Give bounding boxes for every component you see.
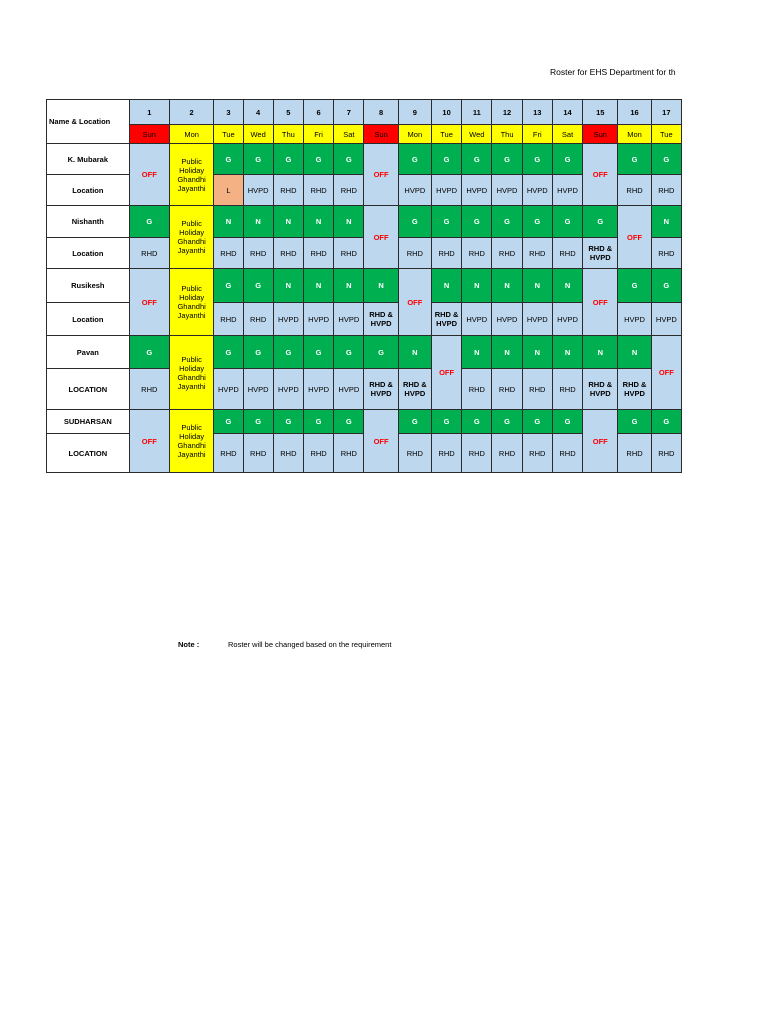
shift-cell: N bbox=[552, 336, 582, 369]
shift-cell: G bbox=[462, 410, 492, 434]
location-cell: RHD bbox=[618, 434, 651, 473]
location-cell: RHD bbox=[462, 434, 492, 473]
shift-cell: G bbox=[273, 144, 303, 175]
date-cell: 8 bbox=[364, 100, 398, 125]
shift-cell: G bbox=[492, 410, 522, 434]
location-label: Location bbox=[47, 175, 130, 206]
shift-cell: G bbox=[334, 144, 364, 175]
day-cell: Tue bbox=[651, 125, 681, 144]
location-cell: HVPD bbox=[618, 303, 651, 336]
location-cell: RHD bbox=[618, 175, 651, 206]
location-cell: HVPD bbox=[492, 303, 522, 336]
shift-cell: G bbox=[334, 410, 364, 434]
shift-cell: G bbox=[303, 144, 333, 175]
roster-table bbox=[46, 99, 682, 473]
date-cell: 2 bbox=[169, 100, 213, 125]
location-cell: L bbox=[214, 175, 243, 206]
employee-name: Pavan bbox=[47, 336, 130, 369]
location-cell: RHD bbox=[243, 238, 273, 269]
date-cell: 5 bbox=[273, 100, 303, 125]
shift-cell: G bbox=[398, 206, 431, 238]
location-cell: RHD bbox=[522, 369, 552, 410]
shift-cell: N bbox=[303, 206, 333, 238]
location-cell: RHD bbox=[552, 434, 582, 473]
off-cell: OFF bbox=[129, 144, 169, 206]
location-cell: RHD bbox=[334, 175, 364, 206]
location-cell: HVPD bbox=[431, 175, 461, 206]
shift-cell: G bbox=[398, 410, 431, 434]
location-cell: RHD bbox=[243, 303, 273, 336]
employee-name: Nishanth bbox=[47, 206, 130, 238]
off-cell: OFF bbox=[618, 206, 651, 269]
location-cell: RHD bbox=[303, 175, 333, 206]
shift-cell: N bbox=[273, 269, 303, 303]
shift-cell: G bbox=[243, 410, 273, 434]
location-cell: RHD bbox=[273, 434, 303, 473]
location-cell: HVPD bbox=[243, 369, 273, 410]
off-cell: OFF bbox=[129, 269, 169, 336]
day-cell: Tue bbox=[431, 125, 461, 144]
note-label: Note : bbox=[178, 640, 200, 649]
location-cell: RHD & HVPD bbox=[583, 238, 618, 269]
off-cell: OFF bbox=[364, 144, 398, 206]
shift-cell: N bbox=[492, 336, 522, 369]
location-cell: HVPD bbox=[214, 369, 243, 410]
shift-cell: G bbox=[334, 336, 364, 369]
shift-cell: G bbox=[214, 144, 243, 175]
shift-cell: N bbox=[522, 269, 552, 303]
shift-cell: G bbox=[431, 410, 461, 434]
shift-cell: G bbox=[651, 269, 681, 303]
date-cell: 15 bbox=[583, 100, 618, 125]
shift-cell: G bbox=[273, 336, 303, 369]
shift-cell: N bbox=[364, 269, 398, 303]
location-cell: RHD & HVPD bbox=[398, 369, 431, 410]
location-cell: HVPD bbox=[462, 175, 492, 206]
employee-name: Rusikesh bbox=[47, 269, 130, 303]
location-cell: HVPD bbox=[651, 303, 681, 336]
location-cell: HVPD bbox=[462, 303, 492, 336]
shift-cell: N bbox=[462, 269, 492, 303]
location-cell: RHD bbox=[129, 369, 169, 410]
day-cell: Mon bbox=[618, 125, 651, 144]
day-cell: Fri bbox=[303, 125, 333, 144]
location-cell: RHD bbox=[334, 238, 364, 269]
date-cell: 7 bbox=[334, 100, 364, 125]
date-cell: 9 bbox=[398, 100, 431, 125]
location-cell: RHD bbox=[129, 238, 169, 269]
shift-cell: N bbox=[431, 269, 461, 303]
table-row bbox=[47, 410, 682, 434]
day-header-row bbox=[47, 125, 682, 144]
date-header-row bbox=[47, 100, 682, 125]
location-cell: RHD bbox=[214, 434, 243, 473]
date-cell: 6 bbox=[303, 100, 333, 125]
day-cell: Sun bbox=[364, 125, 398, 144]
shift-cell: G bbox=[522, 410, 552, 434]
name-location-header: Name & Location bbox=[47, 100, 130, 144]
shift-cell: N bbox=[303, 269, 333, 303]
location-cell: RHD bbox=[273, 175, 303, 206]
date-cell: 11 bbox=[462, 100, 492, 125]
off-cell: OFF bbox=[364, 206, 398, 269]
location-cell: RHD & HVPD bbox=[618, 369, 651, 410]
shift-cell: G bbox=[214, 410, 243, 434]
location-cell: RHD bbox=[651, 434, 681, 473]
shift-cell: G bbox=[462, 206, 492, 238]
shift-cell: G bbox=[618, 269, 651, 303]
location-cell: RHD & HVPD bbox=[431, 303, 461, 336]
location-cell: RHD bbox=[214, 238, 243, 269]
day-cell: Thu bbox=[492, 125, 522, 144]
location-cell: HVPD bbox=[552, 175, 582, 206]
shift-cell: G bbox=[462, 144, 492, 175]
date-cell: 16 bbox=[618, 100, 651, 125]
location-cell: RHD bbox=[492, 238, 522, 269]
off-cell: OFF bbox=[398, 269, 431, 336]
location-cell: RHD bbox=[492, 434, 522, 473]
off-cell: OFF bbox=[651, 336, 681, 410]
shift-cell: N bbox=[243, 206, 273, 238]
date-cell: 3 bbox=[214, 100, 243, 125]
location-cell: RHD bbox=[552, 238, 582, 269]
shift-cell: G bbox=[273, 410, 303, 434]
shift-cell: G bbox=[492, 206, 522, 238]
day-cell: Mon bbox=[169, 125, 213, 144]
location-cell: RHD bbox=[214, 303, 243, 336]
location-cell: RHD & HVPD bbox=[364, 369, 398, 410]
day-cell: Thu bbox=[273, 125, 303, 144]
holiday-cell: Public Holiday Ghandhi Jayanthi bbox=[169, 336, 213, 410]
shift-cell: G bbox=[214, 336, 243, 369]
location-cell: HVPD bbox=[334, 303, 364, 336]
shift-cell: N bbox=[651, 206, 681, 238]
location-cell: RHD & HVPD bbox=[583, 369, 618, 410]
holiday-cell: Public Holiday Ghandhi Jayanthi bbox=[169, 410, 213, 473]
date-cell: 12 bbox=[492, 100, 522, 125]
shift-cell: G bbox=[243, 144, 273, 175]
location-cell: RHD bbox=[462, 369, 492, 410]
shift-cell: N bbox=[583, 336, 618, 369]
location-cell: RHD bbox=[398, 238, 431, 269]
shift-cell: G bbox=[431, 206, 461, 238]
shift-cell: N bbox=[462, 336, 492, 369]
holiday-cell: Public Holiday Ghandhi Jayanthi bbox=[169, 269, 213, 336]
location-cell: HVPD bbox=[273, 369, 303, 410]
off-cell: OFF bbox=[364, 410, 398, 473]
table-row bbox=[47, 369, 682, 410]
shift-cell: G bbox=[243, 269, 273, 303]
day-cell: Sat bbox=[334, 125, 364, 144]
shift-cell: N bbox=[334, 269, 364, 303]
shift-cell: N bbox=[273, 206, 303, 238]
off-cell: OFF bbox=[583, 269, 618, 336]
shift-cell: G bbox=[651, 410, 681, 434]
day-cell: Sat bbox=[552, 125, 582, 144]
location-cell: HVPD bbox=[398, 175, 431, 206]
shift-cell: G bbox=[364, 336, 398, 369]
shift-cell: G bbox=[618, 144, 651, 175]
location-cell: HVPD bbox=[303, 303, 333, 336]
location-cell: RHD bbox=[431, 238, 461, 269]
off-cell: OFF bbox=[431, 336, 461, 410]
shift-cell: G bbox=[552, 410, 582, 434]
shift-cell: G bbox=[214, 269, 243, 303]
shift-cell: G bbox=[431, 144, 461, 175]
shift-cell: G bbox=[303, 410, 333, 434]
shift-cell: G bbox=[522, 144, 552, 175]
day-cell: Fri bbox=[522, 125, 552, 144]
shift-cell: G bbox=[552, 144, 582, 175]
table-row bbox=[47, 336, 682, 369]
date-cell: 14 bbox=[552, 100, 582, 125]
location-label: Location bbox=[47, 303, 130, 336]
location-cell: HVPD bbox=[273, 303, 303, 336]
day-cell: Sun bbox=[129, 125, 169, 144]
date-cell: 13 bbox=[522, 100, 552, 125]
employee-name: K. Mubarak bbox=[47, 144, 130, 175]
date-cell: 10 bbox=[431, 100, 461, 125]
shift-cell: G bbox=[492, 144, 522, 175]
shift-cell: G bbox=[522, 206, 552, 238]
shift-cell: G bbox=[303, 336, 333, 369]
location-cell: HVPD bbox=[492, 175, 522, 206]
off-cell: OFF bbox=[129, 410, 169, 473]
shift-cell: G bbox=[129, 206, 169, 238]
roster-title: Roster for EHS Department for th bbox=[550, 67, 676, 77]
location-cell: RHD bbox=[492, 369, 522, 410]
employee-name: SUDHARSAN bbox=[47, 410, 130, 434]
location-cell: RHD bbox=[273, 238, 303, 269]
location-label: LOCATION bbox=[47, 434, 130, 473]
table-row bbox=[47, 144, 682, 175]
shift-cell: N bbox=[334, 206, 364, 238]
location-cell: RHD bbox=[303, 434, 333, 473]
shift-cell: N bbox=[398, 336, 431, 369]
date-cell: 1 bbox=[129, 100, 169, 125]
table-row bbox=[47, 206, 682, 238]
location-cell: RHD bbox=[522, 238, 552, 269]
location-cell: RHD bbox=[303, 238, 333, 269]
location-cell: RHD bbox=[651, 238, 681, 269]
holiday-cell: Public Holiday Ghandhi Jayanthi bbox=[169, 144, 213, 206]
shift-cell: G bbox=[398, 144, 431, 175]
day-cell: Sun bbox=[583, 125, 618, 144]
table-row bbox=[47, 269, 682, 303]
shift-cell: N bbox=[552, 269, 582, 303]
location-cell: RHD bbox=[243, 434, 273, 473]
location-cell: RHD bbox=[522, 434, 552, 473]
day-cell: Wed bbox=[243, 125, 273, 144]
day-cell: Wed bbox=[462, 125, 492, 144]
shift-cell: G bbox=[651, 144, 681, 175]
holiday-cell: Public Holiday Ghandhi Jayanthi bbox=[169, 206, 213, 269]
day-cell: Mon bbox=[398, 125, 431, 144]
shift-cell: G bbox=[583, 206, 618, 238]
location-cell: RHD bbox=[431, 434, 461, 473]
date-cell: 4 bbox=[243, 100, 273, 125]
location-cell: RHD & HVPD bbox=[364, 303, 398, 336]
note-text: Roster will be changed based on the requirement bbox=[228, 640, 392, 649]
location-cell: HVPD bbox=[522, 175, 552, 206]
location-label: LOCATION bbox=[47, 369, 130, 410]
location-cell: RHD bbox=[651, 175, 681, 206]
location-cell: HVPD bbox=[303, 369, 333, 410]
off-cell: OFF bbox=[583, 410, 618, 473]
location-cell: HVPD bbox=[522, 303, 552, 336]
location-cell: RHD bbox=[552, 369, 582, 410]
location-cell: HVPD bbox=[334, 369, 364, 410]
location-label: Location bbox=[47, 238, 130, 269]
location-cell: RHD bbox=[462, 238, 492, 269]
day-cell: Tue bbox=[214, 125, 243, 144]
location-cell: RHD bbox=[398, 434, 431, 473]
shift-cell: G bbox=[618, 410, 651, 434]
off-cell: OFF bbox=[583, 144, 618, 206]
shift-cell: G bbox=[552, 206, 582, 238]
location-cell: HVPD bbox=[243, 175, 273, 206]
date-cell: 17 bbox=[651, 100, 681, 125]
shift-cell: G bbox=[243, 336, 273, 369]
location-cell: RHD bbox=[334, 434, 364, 473]
shift-cell: N bbox=[492, 269, 522, 303]
location-cell: HVPD bbox=[552, 303, 582, 336]
shift-cell: N bbox=[618, 336, 651, 369]
shift-cell: N bbox=[214, 206, 243, 238]
shift-cell: N bbox=[522, 336, 552, 369]
shift-cell: G bbox=[129, 336, 169, 369]
